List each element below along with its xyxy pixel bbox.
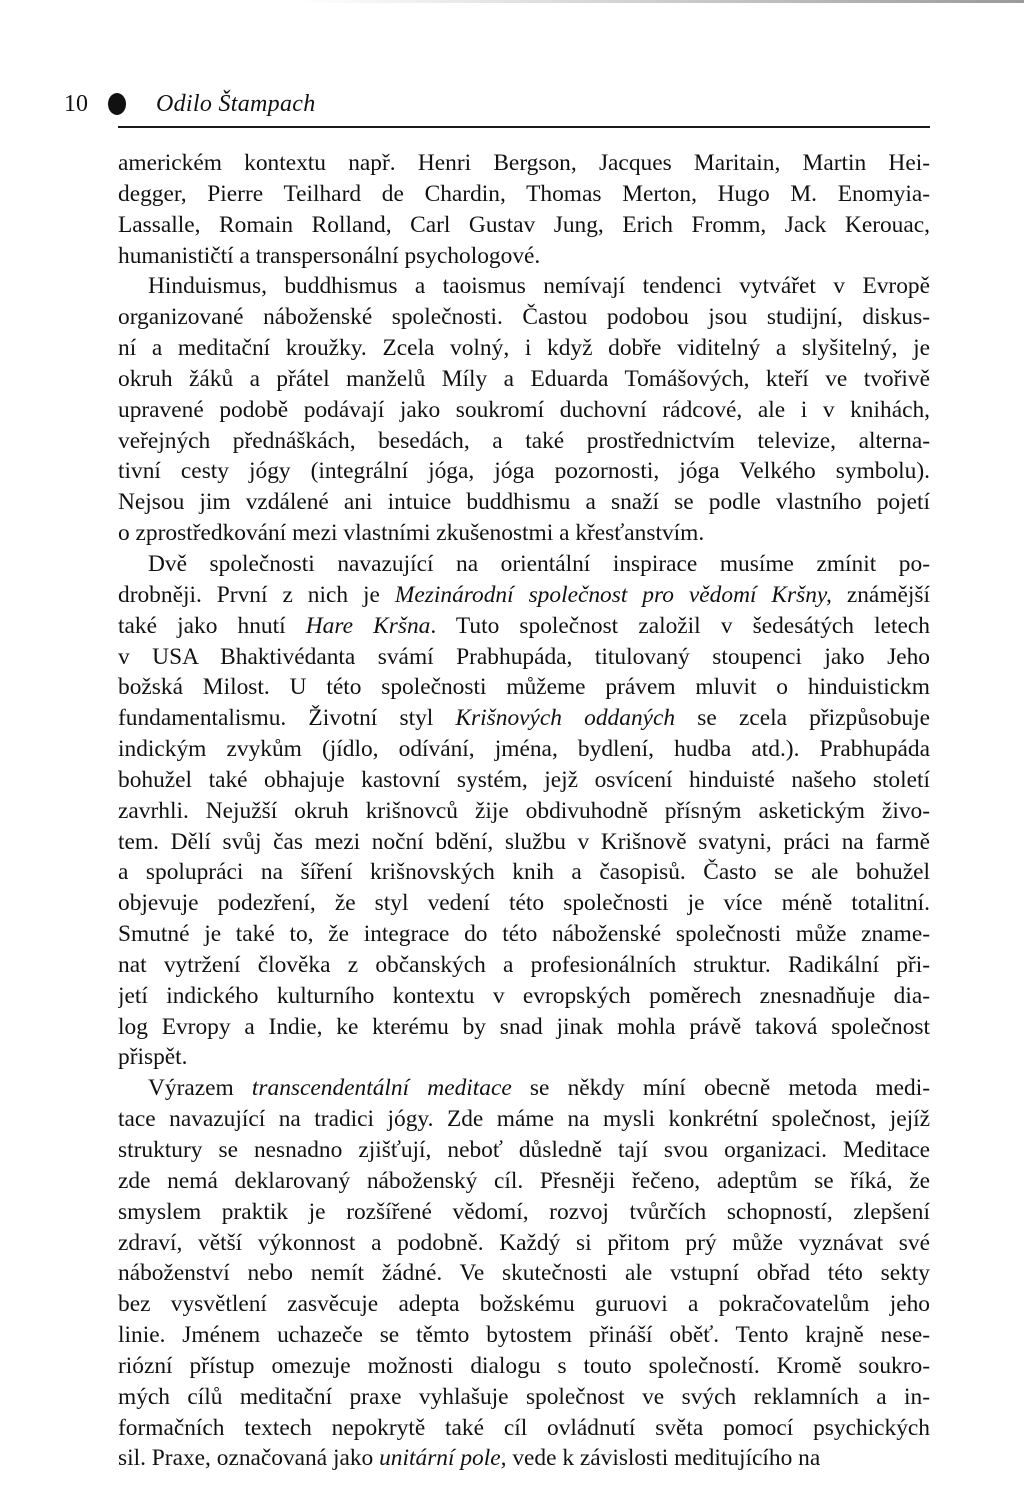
- text-run: veřejných přednáškách, besedách, a také prostřednictvím televize, alterna-: [118, 427, 930, 454]
- text-run: tem. Dělí svůj čas mezi noční bdění, službu v Krišnově svatyni, práci na farmě: [118, 828, 930, 855]
- text-run: drobněji. První z nich je: [118, 581, 395, 608]
- page-number: 10: [64, 90, 88, 117]
- text-run: zavrhli. Nejužší okruh krišnovců žije obdivuhodně přísným asketickým živo-: [118, 797, 930, 824]
- text-line: [118, 827, 930, 858]
- text-line: [118, 518, 930, 549]
- text-run: se zcela přizpůsobuje: [675, 705, 930, 732]
- text-run: okruh žáků a přátel manželů Míly a Eduarda Tomášových, kteří ve tvořivě: [118, 365, 930, 392]
- text-line: [118, 1413, 930, 1444]
- text-line: [118, 241, 930, 272]
- text-line: [118, 210, 930, 241]
- text-line: [118, 981, 930, 1012]
- text-run: americkém kontextu např. Henri Bergson, Jacques Maritain, Martin Hei-: [118, 150, 930, 176]
- text-run: tivní cesty jógy (integrální jóga, jóga pozornosti, jóga Velkého symbolu).: [118, 458, 930, 485]
- text-run: Smutné je také to, že integrace do této náboženské společnosti může zname-: [118, 921, 930, 948]
- text-run: upravené podobě podávají jako soukromí duchovní rádcové, ale i v knihách,: [118, 396, 930, 423]
- text-line: [118, 1443, 930, 1474]
- text-line: [118, 888, 930, 919]
- body-text: [118, 148, 930, 1474]
- text-line: [118, 611, 930, 642]
- text-line: [118, 765, 930, 796]
- italic-run: Krišnových oddaných: [455, 705, 676, 732]
- text-run: organizované náboženské společnosti. Častou podobou jsou studijní, diskus-: [118, 304, 930, 331]
- text-line: [118, 1197, 930, 1228]
- text-run: log Evropy a Indie, ke kterému by snad jinak mohla právě taková společnost: [118, 1013, 930, 1040]
- paragraph: [118, 271, 930, 549]
- text-run: Lassalle, Romain Rolland, Carl Gustav Jung, Erich Fromm, Jack Kerouac,: [118, 211, 930, 238]
- text-line: [118, 1320, 930, 1351]
- scan-edge: [300, 0, 1024, 3]
- text-run: humanističtí a transpersonální psychologové.: [118, 242, 541, 269]
- text-line: [118, 1135, 930, 1166]
- text-line: [118, 580, 930, 611]
- text-run: Výrazem: [148, 1075, 252, 1102]
- text-line: [118, 1382, 930, 1413]
- text-run: se někdy míní obecně metoda medi-: [511, 1075, 930, 1102]
- text-line: [118, 1073, 930, 1104]
- text-line: [118, 1258, 930, 1289]
- text-run: známější: [831, 581, 930, 608]
- text-run: zdraví, větší výkonnost a podobně. Každý si přitom prý může vyznávat své: [118, 1229, 930, 1256]
- text-line: [118, 302, 930, 333]
- text-run: riózní přístup omezuje možnosti dialogu s touto společností. Kromě soukro-: [118, 1352, 930, 1379]
- text-run: degger, Pierre Teilhard de Chardin, Thomas Merton, Hugo M. Enomyia-: [118, 180, 930, 207]
- paragraph: [118, 1073, 930, 1474]
- text-run: tace navazující na tradici jógy. Zde máme na mysli konkrétní společnost, jejíž: [118, 1106, 930, 1133]
- text-line: [118, 1228, 930, 1259]
- text-line: [118, 672, 930, 703]
- text-line: [118, 1042, 930, 1073]
- text-run: vede k závislosti meditujícího na: [506, 1445, 821, 1472]
- text-run: . Tuto společnost založil v šedesátých letech: [430, 612, 930, 639]
- text-line: [118, 1289, 930, 1320]
- italic-run: Mezinárodní společnost pro vědomí Kršny,: [394, 581, 832, 608]
- text-run: ní a meditační kroužky. Zcela volný, i když dobře viditelný a slyšitelný, je: [118, 335, 930, 362]
- text-run: struktury se nesnadno zjišťují, neboť důsledně tají svou organizaci. Meditace: [118, 1137, 930, 1163]
- text-run: božská Milost. U této společnosti můžeme právem mluvit o hinduistickm: [118, 674, 930, 701]
- text-run: bohužel také obhajuje kastovní systém, jejž osvícení hinduisté našeho století: [118, 766, 930, 793]
- text-line: [118, 1351, 930, 1382]
- text-line: [118, 1166, 930, 1197]
- text-run: fundamentalismu. Životní styl: [118, 705, 456, 732]
- text-line: [118, 395, 930, 426]
- text-line: [118, 919, 930, 950]
- text-run: zde nemá deklarovaný náboženský cíl. Přesněji řečeno, adeptům se říká, že: [118, 1167, 930, 1194]
- text-line: [118, 456, 930, 487]
- text-line: [118, 1104, 930, 1135]
- text-line: [118, 642, 930, 673]
- text-run: o zprostředkování mezi vlastními zkušenostmi a křesťanstvím.: [118, 520, 705, 547]
- italic-run: transcendentální meditace: [251, 1075, 512, 1102]
- text-line: [118, 734, 930, 765]
- text-line: [118, 148, 930, 179]
- text-run: Nejsou jim vzdálené ani intuice buddhismu a snaží se podle vlastního pojetí: [118, 489, 930, 516]
- text-run: linie. Jménem uchazeče se těmto bytostem přináší oběť. Tento krajně nese-: [118, 1322, 930, 1349]
- running-head: [64, 84, 934, 124]
- text-run: objevuje podezření, že styl vedení této společnosti je více méně totalitní.: [118, 890, 930, 917]
- text-line: [118, 426, 930, 457]
- text-run: jetí indického kulturního kontextu v evropských poměrech znesnadňuje dia-: [118, 982, 930, 1009]
- text-run: přispět.: [118, 1044, 188, 1071]
- text-run: indickým zvykům (jídlo, odívání, jména, bydlení, hudba atd.). Prabhupáda: [118, 736, 930, 763]
- text-line: [118, 796, 930, 827]
- text-line: [118, 857, 930, 888]
- text-run: náboženství nebo nemít žádné. Ve skutečnosti ale vstupní obřad této sekty: [118, 1260, 930, 1287]
- text-line: [118, 549, 930, 580]
- text-run: formačních textech nepokrytě také cíl ovládnutí světa pomocí psychických: [118, 1414, 930, 1441]
- paragraph: [118, 148, 930, 271]
- running-head-author: Odilo Štampach: [156, 90, 316, 117]
- text-run: také jako hnutí: [118, 612, 306, 639]
- text-line: [118, 364, 930, 395]
- text-run: Hinduismus, buddhismus a taoismus nemívají tendenci vytvářet v Evropě: [148, 273, 930, 300]
- text-run: Dvě společnosti navazující na orientální inspirace musíme zmínit po-: [148, 550, 930, 577]
- text-line: [118, 179, 930, 210]
- text-line: [118, 487, 930, 518]
- italic-run: unitární pole,: [379, 1445, 507, 1472]
- header-rule: [118, 126, 930, 128]
- bullet-icon: [108, 93, 126, 115]
- text-run: mých cílů meditační praxe vyhlašuje společnost ve svých reklamních a in-: [118, 1383, 930, 1410]
- text-line: [118, 1012, 930, 1043]
- text-line: [118, 333, 930, 364]
- text-line: [118, 950, 930, 981]
- text-run: v USA Bhaktivédanta svámí Prabhupáda, titulovaný stoupenci jako Jeho: [118, 643, 930, 670]
- text-run: bez vysvětlení zasvěcuje adepta božskému guruovi a pokračovatelům jeho: [118, 1291, 930, 1318]
- text-run: smyslem praktik je rozšířené vědomí, rozvoj tvůrčích schopností, zlepšení: [118, 1198, 930, 1225]
- text-run: a spolupráci na šíření krišnovských knih a časopisů. Často se ale bohužel: [118, 859, 930, 886]
- italic-run: Hare Kršna: [305, 612, 431, 639]
- text-line: [118, 271, 930, 302]
- text-line: [118, 703, 930, 734]
- text-run: sil. Praxe, označovaná jako: [118, 1445, 380, 1472]
- text-run: nat vytržení člověka z občanských a profesionálních struktur. Radikální při-: [118, 951, 930, 978]
- paragraph: [118, 549, 930, 1073]
